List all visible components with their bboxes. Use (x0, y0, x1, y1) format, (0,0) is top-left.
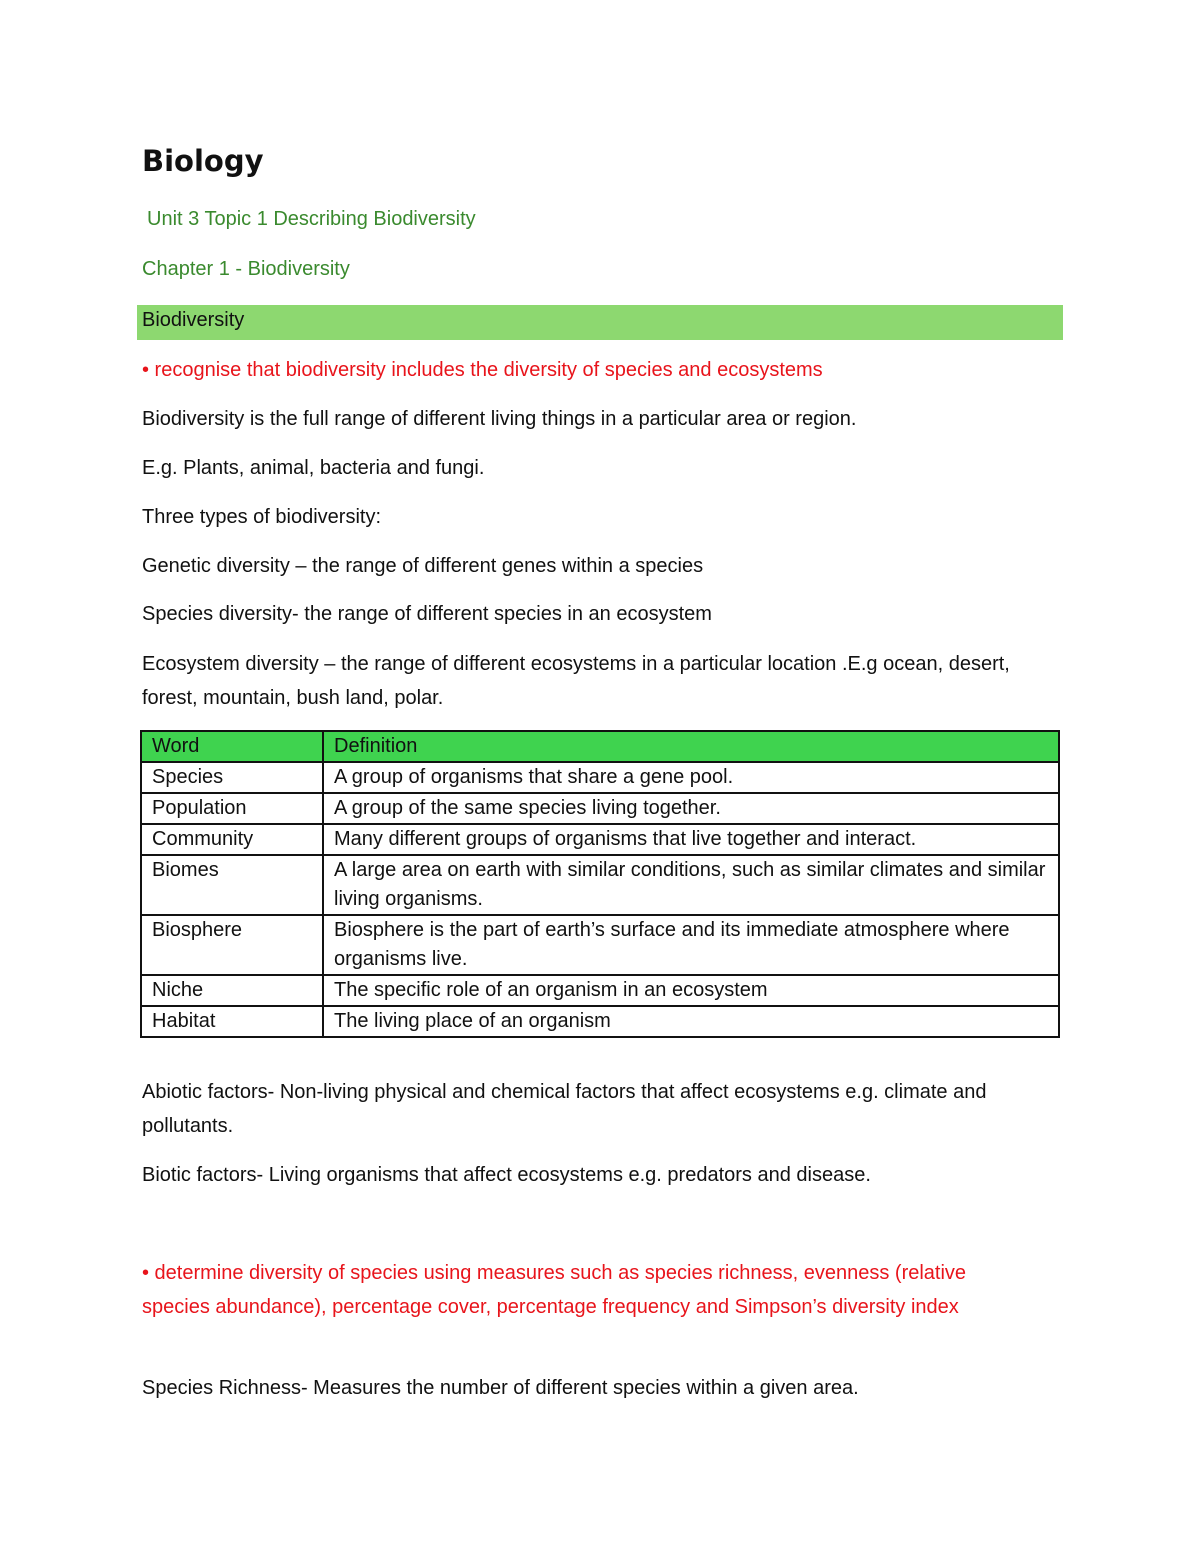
table-cell-word: Population (141, 793, 323, 824)
paragraph-abiotic: Abiotic factors- Non-living physical and chemical factors that affect ecosystems e.g. climate and pollutants. (142, 1081, 987, 1137)
page-title: Biology (142, 144, 264, 178)
paragraph-richness: Species Richness- Measures the number of different species within a given area. (142, 1377, 859, 1399)
chapter-heading: Chapter 1 - Biodiversity (142, 258, 350, 280)
table-header-definition: Definition (323, 731, 1059, 762)
table-cell-definition: A group of the same species living together. (323, 793, 1059, 824)
objective-1: • recognise that biodiversity includes the diversity of species and ecosystems (142, 359, 823, 381)
objective-2: • determine diversity of species using measures such as species richness, evenness (relative species abundance), percentage cover, percentage frequency and Simpson’s diversity index (142, 1262, 967, 1318)
table-row (141, 915, 1059, 975)
table-row (141, 1006, 1059, 1037)
table-cell-word: Habitat (141, 1006, 323, 1037)
paragraph-species: Species diversity- the range of different species in an ecosystem (142, 603, 712, 625)
table-cell-word: Biosphere (141, 915, 323, 975)
table-cell-word: Species (141, 762, 323, 793)
table-row (141, 793, 1059, 824)
paragraph-example: E.g. Plants, animal, bacteria and fungi. (142, 457, 485, 479)
table-cell-definition: Biosphere is the part of earth’s surface and its immediate atmosphere where organisms live. (323, 915, 1059, 975)
section-banner (137, 305, 1063, 340)
table-cell-word: Community (141, 824, 323, 855)
paragraph-ecosystem: Ecosystem diversity – the range of different ecosystems in a particular location .E.g ocean, desert, forest, mountain, bush land, polar. (142, 653, 1010, 709)
table-cell-word: Biomes (141, 855, 323, 915)
table-cell-definition: The living place of an organism (323, 1006, 1059, 1037)
table-row (141, 975, 1059, 1006)
paragraph-genetic: Genetic diversity – the range of different genes within a species (142, 555, 704, 577)
paragraph-types-intro: Three types of biodiversity: (142, 506, 381, 528)
table-cell-definition: A large area on earth with similar conditions, such as similar climates and similar living organisms. (323, 855, 1059, 915)
unit-heading: Unit 3 Topic 1 Describing Biodiversity (147, 208, 476, 230)
table-cell-definition: A group of organisms that share a gene pool. (323, 762, 1059, 793)
table-cell-definition: Many different groups of organisms that live together and interact. (323, 824, 1059, 855)
definitions-table (140, 730, 1060, 1038)
paragraph-definition: Biodiversity is the full range of different living things in a particular area or region. (142, 408, 857, 430)
table-row (141, 855, 1059, 915)
table-row (141, 762, 1059, 793)
table-row (141, 824, 1059, 855)
paragraph-biotic: Biotic factors- Living organisms that affect ecosystems e.g. predators and disease. (142, 1164, 871, 1186)
section-heading: Biodiversity (142, 309, 245, 331)
table-cell-word: Niche (141, 975, 323, 1006)
table-header-row (141, 731, 1059, 762)
table-cell-definition: The specific role of an organism in an ecosystem (323, 975, 1059, 1006)
table-header-word: Word (141, 731, 323, 762)
